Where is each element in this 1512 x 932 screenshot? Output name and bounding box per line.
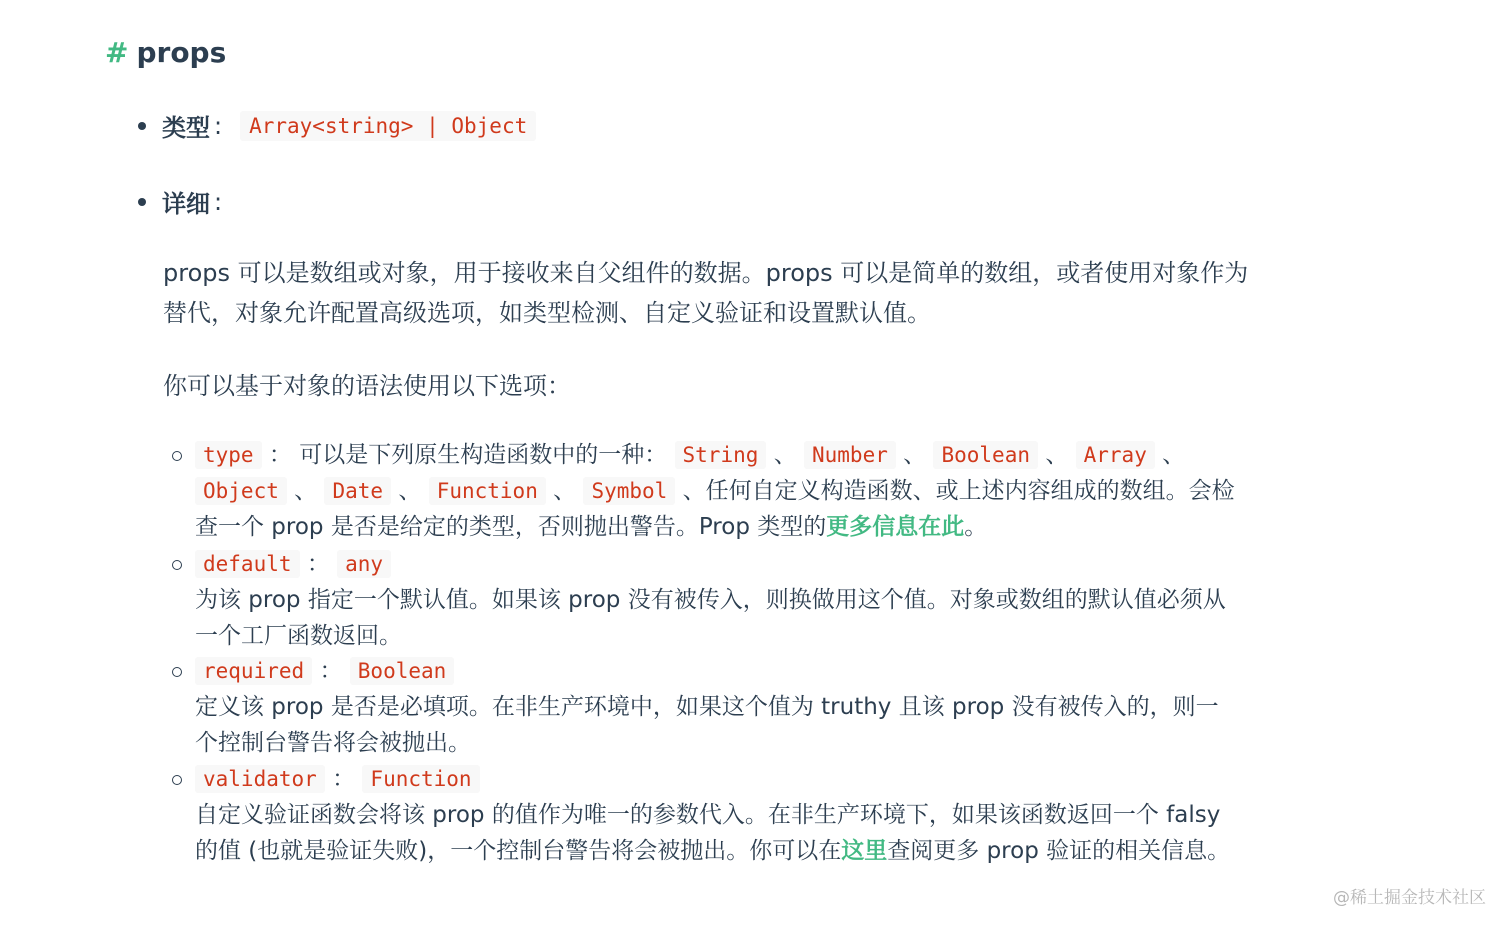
type-function-code: Function [429, 477, 546, 505]
option-validator-desc [195, 797, 1237, 869]
heading-anchor[interactable]: # [105, 36, 129, 69]
detail-colon: : [214, 187, 223, 216]
bullet-dot-icon [138, 198, 146, 206]
here-link[interactable]: 这里 [841, 838, 888, 864]
comma: 、 [1162, 442, 1186, 468]
option-required-name: required [195, 657, 312, 685]
comma: 、 [294, 478, 318, 504]
option-type-sep: ： [268, 442, 292, 468]
page-title [105, 36, 226, 69]
type-colon: : [214, 111, 223, 140]
type-boolean-code: Boolean [933, 441, 1038, 469]
comma: 、 [903, 442, 927, 468]
more-info-link[interactable]: 更多信息在此 [826, 514, 965, 540]
type-value-code: Array<string> | Object [240, 111, 536, 141]
detail-item [138, 184, 222, 219]
type-string-code: String [675, 441, 767, 469]
type-item [138, 108, 536, 143]
type-array-code: Array [1076, 441, 1155, 469]
option-type-text2: 、任何自定义构造函数、或上述内容组成的数组。会检查一个 prop 是否是给定的类型，否则抛出警告。Prop 类型的 [195, 478, 1235, 540]
circle-bullet-icon [172, 775, 182, 785]
option-required-sep: ： [319, 658, 343, 684]
circle-bullet-icon [172, 451, 182, 461]
option-type-item [172, 437, 1237, 545]
options-intro: 你可以基于对象的语法使用以下选项： [163, 372, 571, 400]
option-default-value: any [337, 550, 391, 578]
option-validator-item [172, 761, 1237, 869]
option-type-text1: 可以是下列原生构造函数中的一种： [299, 442, 668, 468]
circle-bullet-icon [172, 560, 182, 570]
option-validator-sep: ： [332, 766, 356, 792]
comma: 、 [553, 478, 577, 504]
option-validator-name: validator [195, 765, 325, 793]
comma: 、 [1045, 442, 1069, 468]
option-required-value: Boolean [350, 657, 455, 685]
option-required-item [172, 653, 1237, 761]
bullet-dot-icon [138, 122, 146, 130]
option-required-desc: 定义该 prop 是否是必填项。在非生产环境中，如果这个值为 truthy 且该 prop 没有被传入的，则一个控制台警告将会被抛出。 [195, 694, 1219, 756]
option-default-desc: 为该 prop 指定一个默认值。如果该 prop 没有被传入，则换做用这个值。对象或数组的默认值必须从一个工厂函数返回。 [195, 587, 1226, 649]
option-default-item [172, 546, 1237, 654]
option-type-end: 。 [964, 514, 988, 540]
heading-text: props [136, 36, 227, 69]
intro-paragraph: props 可以是数组或对象，用于接收来自父组件的数据。props 可以是简单的数组，或者使用对象作为替代，对象允许配置高级选项，如类型检测、自定义验证和设置默认值。 [163, 259, 1249, 327]
comma: 、 [398, 478, 422, 504]
detail-label: 详细 [162, 190, 210, 218]
type-symbol-code: Symbol [583, 477, 675, 505]
option-type-name: type [195, 441, 262, 469]
type-label: 类型 [162, 114, 210, 142]
circle-bullet-icon [172, 667, 182, 677]
type-object-code: Object [195, 477, 287, 505]
comma: 、 [773, 442, 797, 468]
type-date-code: Date [324, 477, 391, 505]
watermark: @稀土掘金技术社区 [1333, 888, 1486, 908]
option-validator-desc2: 查阅更多 prop 验证的相关信息。 [887, 838, 1231, 864]
option-validator-value: Function [362, 765, 479, 793]
type-number-code: Number [804, 441, 896, 469]
option-validator-desc1: 自定义验证函数会将该 prop 的值作为唯一的参数代入。在非生产环境下，如果该函数返回一个 falsy 的值 (也就是验证失败)，一个控制台警告将会被抛出。你可以在 [195, 802, 1221, 864]
option-default-sep: ： [306, 551, 330, 577]
option-default-name: default [195, 550, 300, 578]
